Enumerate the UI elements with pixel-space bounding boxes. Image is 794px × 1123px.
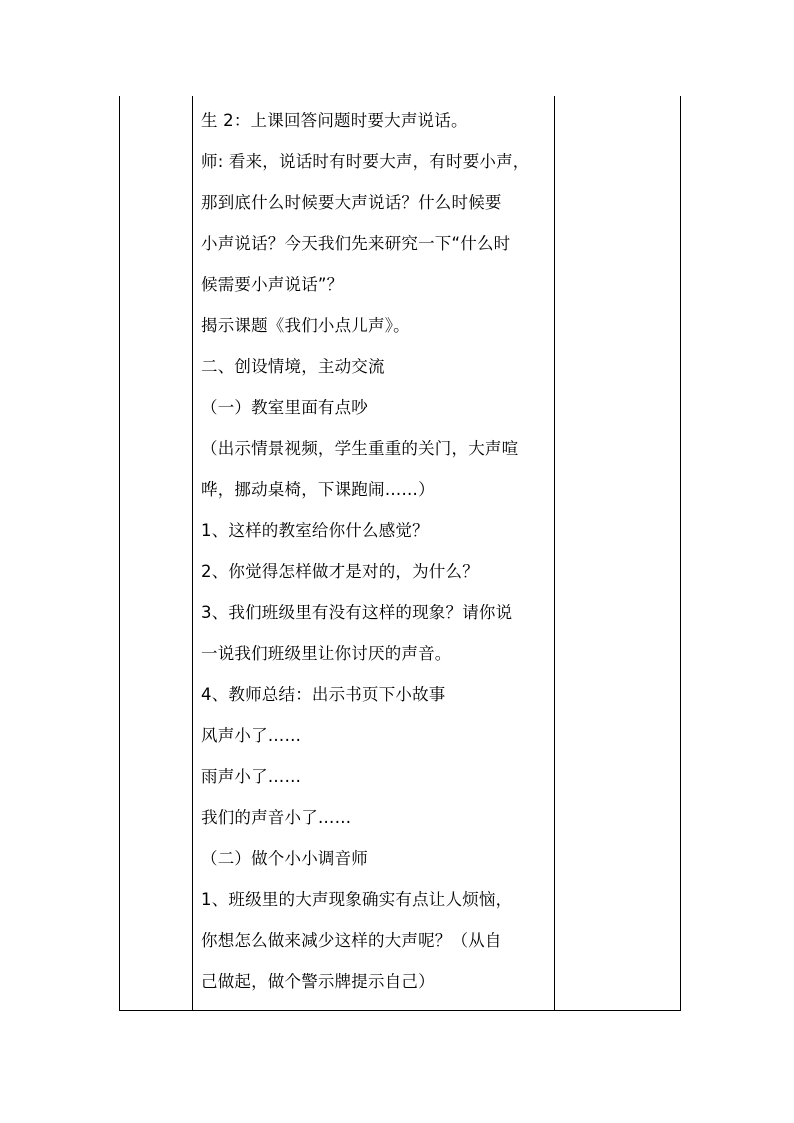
text-line: 风声小了…… (201, 726, 302, 745)
lesson-plan-table (119, 96, 681, 1011)
text-line: 一说我们班级里让你讨厌的声音。 (201, 644, 452, 663)
subsection-heading: （二）做个小小调音师 (201, 849, 368, 868)
text-line: 己做起，做个警示牌提示自己） (201, 972, 435, 991)
lesson-content-cell (193, 96, 554, 1002)
section-heading: 二、创设情境，主动交流 (201, 357, 385, 376)
question-item: 3、我们班级里有没有这样的现象？请你说 (201, 603, 513, 622)
question-item: 4、教师总结：出示书页下小故事 (201, 685, 446, 704)
subsection-heading: （一）教室里面有点吵 (201, 398, 368, 417)
question-item: 1、班级里的大声现象确实有点让人烦恼， (201, 890, 513, 909)
question-item: 2、你觉得怎样做才是对的，为什么？ (201, 562, 479, 581)
question-item: 1、这样的教室给你什么感觉？ (201, 521, 429, 540)
text-line: 揭示课题《我们小点儿声》。 (201, 316, 410, 335)
text-line: 生 2：上课回答问题时要大声说话。 (201, 111, 468, 130)
text-line: 那到底什么时候要大声说话？什么时候要 (201, 193, 502, 212)
text-line: 哗，挪动桌椅，下课跑闹……） (201, 480, 435, 499)
text-line: 候需要小声说话”？ (201, 275, 344, 294)
text-line: 小声说话？今天我们先来研究一下“什么时 (201, 234, 511, 253)
text-line: 雨声小了…… (201, 767, 302, 786)
text-line: 我们的声音小了…… (201, 808, 352, 827)
text-line: （出示情景视频，学生重重的关门，大声喧 (201, 439, 519, 458)
text-line: 师: 看来，说话时有时要大声，有时要小声， (201, 152, 530, 171)
text-line: 你想怎么做来减少这样的大声呢？（从自 (201, 931, 502, 950)
right-column-divider (554, 96, 555, 1010)
